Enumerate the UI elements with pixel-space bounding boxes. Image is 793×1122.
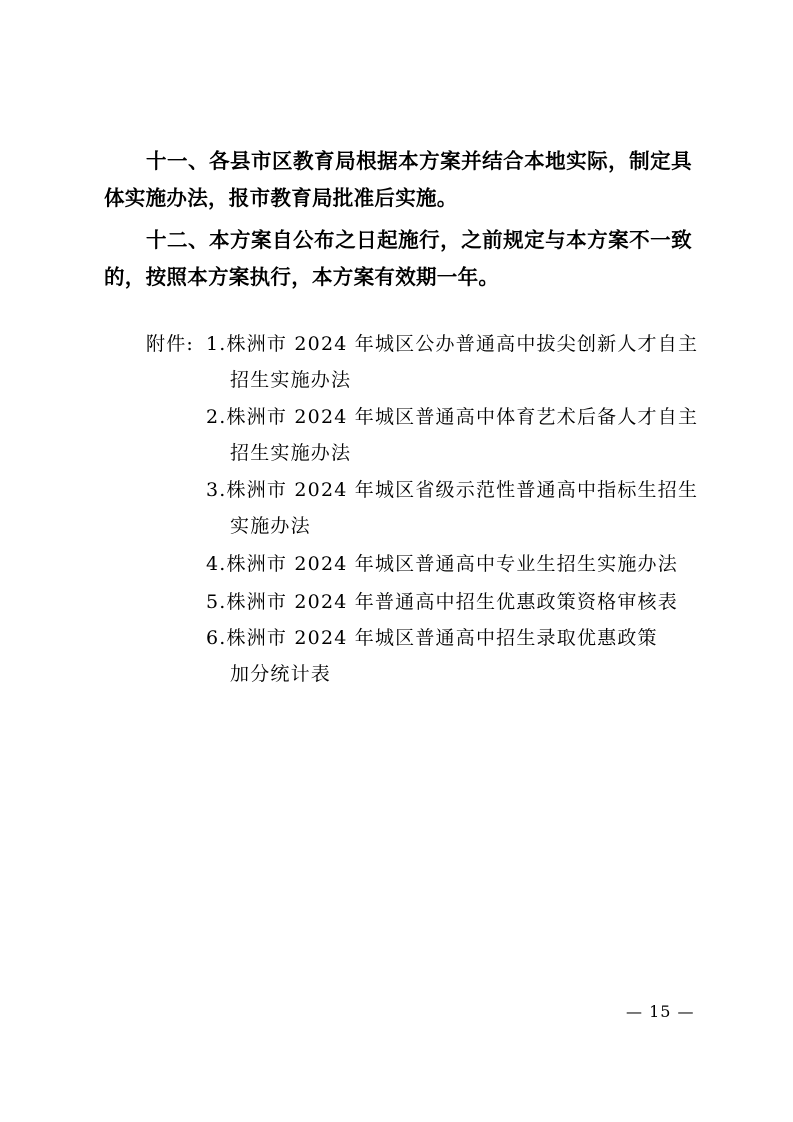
attachment-1-line1: 1.株洲市 2024 年城区公办普通高中拔尖创新人才自主 xyxy=(206,333,699,355)
attachment-3-line2: 实施办法 xyxy=(230,515,311,537)
attachment-6-line1: 6.株洲市 2024 年城区普通高中招生录取优惠政策 xyxy=(206,627,658,649)
paragraph-twelve: 十二、本方案自公布之日起施行，之前规定与本方案不一致的，按照本方案执行，本方案有效期一年。 xyxy=(104,228,692,289)
attachment-1-line2: 招生实施办法 xyxy=(230,369,352,391)
attachments-prefix: 附件: xyxy=(146,333,195,355)
attachment-2-line2: 招生实施办法 xyxy=(230,442,352,464)
page-number: — 15 — xyxy=(626,1002,695,1021)
attachment-3-line1: 3.株洲市 2024 年城区省级示范性普通高中指标生招生 xyxy=(206,479,699,501)
attachment-4-line1: 4.株洲市 2024 年城区普通高中专业生招生实施办法 xyxy=(206,553,678,575)
paragraph-eleven: 十一、各县市区教育局根据本方案并结合本地实际，制定具体实施办法，报市教育局批准后实施。 xyxy=(104,149,692,210)
attachment-6-line2: 加分统计表 xyxy=(230,663,332,685)
attachment-5-line1: 5.株洲市 2024 年普通高中招生优惠政策资格审核表 xyxy=(206,591,678,613)
attachment-2-line1: 2.株洲市 2024 年城区普通高中体育艺术后备人才自主 xyxy=(206,406,699,428)
